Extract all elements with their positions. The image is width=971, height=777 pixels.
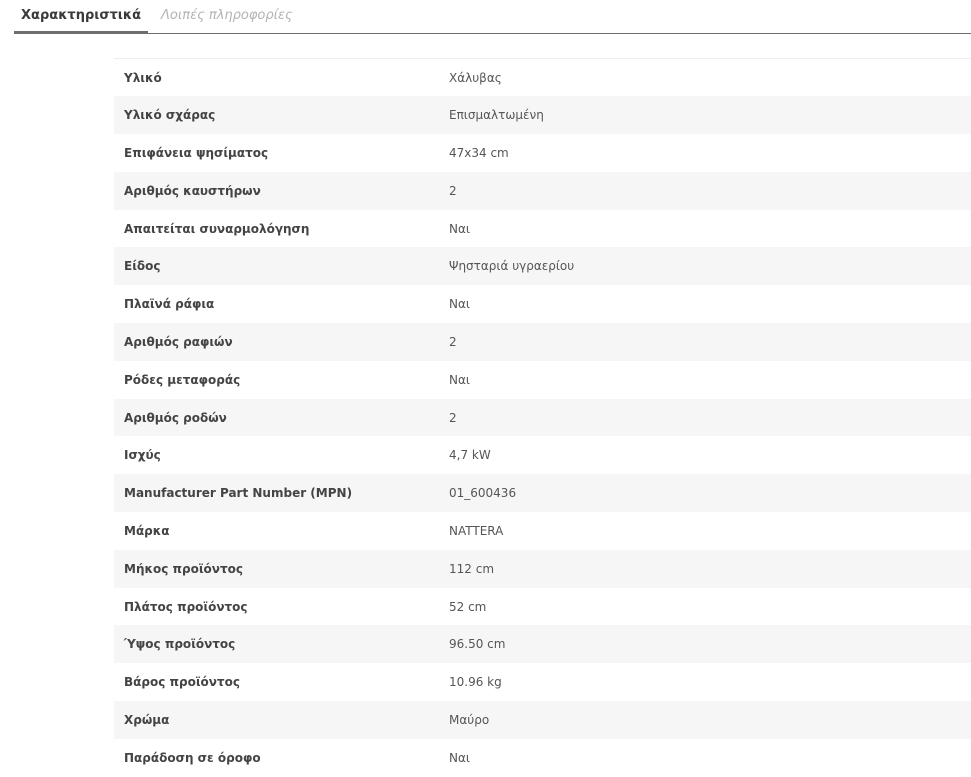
- spec-row: [114, 474, 971, 512]
- tab-bar: [14, 0, 971, 34]
- spec-value: 10.96 kg: [449, 675, 502, 690]
- spec-value: 47x34 cm: [449, 145, 509, 160]
- spec-value: 2: [449, 183, 457, 198]
- tab-other-info[interactable]: Λοιπές πληροφορίες: [161, 8, 293, 23]
- spec-row: [114, 625, 971, 663]
- spec-label: Υλικό σχάρας: [124, 108, 216, 123]
- spec-row: [114, 588, 971, 626]
- spec-label: Μήκος προϊόντος: [124, 561, 243, 576]
- spec-label: Πλαϊνά ράφια: [124, 297, 215, 312]
- spec-value: 2: [449, 334, 457, 349]
- spec-label: Χρώμα: [124, 712, 170, 727]
- spec-row: [114, 172, 971, 210]
- spec-row: [114, 399, 971, 437]
- spec-label: Επιφάνεια ψησίματος: [124, 145, 269, 160]
- spec-row: [114, 96, 971, 134]
- spec-value: 52 cm: [449, 599, 487, 614]
- spec-row: [114, 134, 971, 172]
- spec-label: Ρόδες μεταφοράς: [124, 372, 241, 387]
- spec-value: 4,7 kW: [449, 448, 491, 463]
- spec-label: Βάρος προϊόντος: [124, 675, 240, 690]
- spec-value: Μαύρο: [449, 712, 490, 727]
- spec-label: Αριθμός ροδών: [124, 410, 227, 425]
- tab-characteristics[interactable]: Χαρακτηριστικά: [14, 0, 148, 34]
- spec-row: [114, 361, 971, 399]
- spec-row: [114, 436, 971, 474]
- spec-row: [114, 210, 971, 248]
- spec-value: 112 cm: [449, 561, 495, 576]
- specifications-body: [114, 59, 971, 777]
- spec-label: Πλάτος προϊόντος: [124, 599, 248, 614]
- spec-label: Ισχύς: [124, 448, 161, 463]
- spec-value: Ναι: [449, 297, 470, 312]
- spec-value: 01_600436: [449, 486, 517, 501]
- spec-label: Ύψος προϊόντος: [124, 637, 236, 652]
- specifications-table: [114, 58, 971, 777]
- spec-row: [114, 285, 971, 323]
- spec-label: Είδος: [124, 259, 161, 274]
- spec-value: 96.50 cm: [449, 637, 506, 652]
- spec-value: Χάλυβας: [449, 70, 502, 85]
- spec-value: 2: [449, 410, 457, 425]
- spec-label: Αριθμός καυστήρων: [124, 183, 261, 198]
- spec-row: [114, 550, 971, 588]
- spec-value: Ναι: [449, 750, 470, 765]
- spec-label: Αριθμός ραφιών: [124, 334, 233, 349]
- spec-label: Υλικό: [124, 70, 162, 85]
- spec-label: Manufacturer Part Number (MPN): [124, 486, 353, 501]
- spec-label: Μάρκα: [124, 523, 170, 538]
- spec-value: Ναι: [449, 372, 470, 387]
- spec-row: [114, 247, 971, 285]
- spec-label: Παράδοση σε όροφο: [124, 750, 261, 765]
- spec-row: [114, 663, 971, 701]
- spec-label: Απαιτείται συναρμολόγηση: [124, 221, 310, 236]
- spec-row: [114, 512, 971, 550]
- spec-row: [114, 323, 971, 361]
- spec-row: [114, 59, 971, 97]
- spec-value: NATTERA: [449, 523, 504, 538]
- spec-value: Ψησταριά υγραερίου: [449, 259, 575, 274]
- spec-row: [114, 701, 971, 739]
- spec-value: Ναι: [449, 221, 470, 236]
- spec-value: Επισμαλτωμένη: [449, 108, 544, 123]
